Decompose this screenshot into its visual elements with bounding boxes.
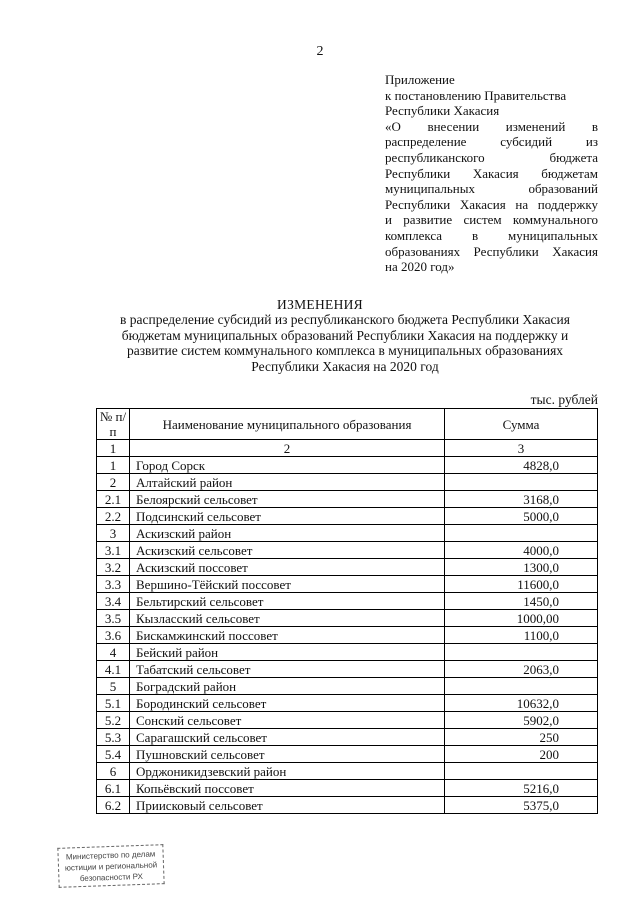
row-name: Орджоникидзевский район bbox=[130, 763, 445, 780]
row-num: 3.5 bbox=[97, 610, 130, 627]
table-row bbox=[97, 644, 598, 661]
table-row bbox=[97, 763, 598, 780]
table-row bbox=[97, 627, 598, 644]
row-num: 3.4 bbox=[97, 593, 130, 610]
row-sum: 1450,0 bbox=[445, 593, 598, 610]
row-sum: 3168,0 bbox=[445, 491, 598, 508]
appendix-line: комплекса в муниципальных bbox=[385, 227, 598, 243]
row-num: 6.1 bbox=[97, 780, 130, 797]
row-name: Пушновский сельсовет bbox=[130, 746, 445, 763]
row-num: 2.1 bbox=[97, 491, 130, 508]
row-name: Табатский сельсовет bbox=[130, 661, 445, 678]
document-subtitle bbox=[95, 312, 595, 374]
table-row bbox=[97, 457, 598, 474]
index-cell: 2 bbox=[130, 440, 445, 457]
stamp-line: юстиции и региональной bbox=[64, 860, 158, 873]
header-name: Наименование муниципального образования bbox=[130, 409, 445, 440]
table-row bbox=[97, 661, 598, 678]
row-sum: 1100,0 bbox=[445, 627, 598, 644]
appendix-line: на 2020 год» bbox=[385, 259, 455, 275]
appendix-line: республиканского бюджета bbox=[385, 149, 598, 165]
row-name: Бородинский сельсовет bbox=[130, 695, 445, 712]
row-sum: 11600,0 bbox=[445, 576, 598, 593]
row-name: Подсинский сельсовет bbox=[130, 508, 445, 525]
appendix-line: и развитие систем коммунального bbox=[385, 212, 598, 228]
row-num: 5.2 bbox=[97, 712, 130, 729]
row-sum: 5216,0 bbox=[445, 780, 598, 797]
row-name: Бискамжинский поссовет bbox=[130, 627, 445, 644]
table-header-row bbox=[97, 409, 598, 440]
table-row bbox=[97, 797, 598, 814]
subtitle-line: Республики Хакасия на 2020 год bbox=[251, 358, 439, 374]
table-row bbox=[97, 780, 598, 797]
row-name: Копьёвский поссовет bbox=[130, 780, 445, 797]
row-name: Сонский сельсовет bbox=[130, 712, 445, 729]
row-sum: 2063,0 bbox=[445, 661, 598, 678]
appendix-line: муниципальных образований bbox=[385, 181, 598, 197]
table-row bbox=[97, 559, 598, 576]
row-num: 3.6 bbox=[97, 627, 130, 644]
table-row bbox=[97, 593, 598, 610]
row-name: Город Сорск bbox=[130, 457, 445, 474]
appendix-line: Республики Хакасия bbox=[385, 103, 500, 119]
row-sum: 1300,0 bbox=[445, 559, 598, 576]
subtitle-line: бюджетам муниципальных образований Республики Хакасия на поддержку и bbox=[121, 327, 569, 343]
row-num: 5.1 bbox=[97, 695, 130, 712]
table-row bbox=[97, 508, 598, 525]
row-num: 1 bbox=[97, 457, 130, 474]
row-num: 3 bbox=[97, 525, 130, 542]
appendix-line: Республики Хакасия на поддержку bbox=[385, 196, 598, 212]
appendix-line: к постановлению Правительства bbox=[385, 87, 567, 103]
table-row bbox=[97, 610, 598, 627]
row-num: 2 bbox=[97, 474, 130, 491]
header-sum: Сумма bbox=[445, 409, 598, 440]
row-num: 5.4 bbox=[97, 746, 130, 763]
row-sum bbox=[445, 763, 598, 780]
row-num: 5 bbox=[97, 678, 130, 695]
table-row bbox=[97, 678, 598, 695]
row-name: Бейский район bbox=[130, 644, 445, 661]
row-name: Аскизский поссовет bbox=[130, 559, 445, 576]
row-sum: 4000,0 bbox=[445, 542, 598, 559]
row-sum: 250 bbox=[445, 729, 598, 746]
row-num: 5.3 bbox=[97, 729, 130, 746]
table-row bbox=[97, 746, 598, 763]
row-sum: 5000,0 bbox=[445, 508, 598, 525]
header-num: № п/п bbox=[97, 409, 130, 440]
table-row bbox=[97, 695, 598, 712]
row-name: Бельтирский сельсовет bbox=[130, 593, 445, 610]
row-name: Кызласский сельсовет bbox=[130, 610, 445, 627]
row-sum: 10632,0 bbox=[445, 695, 598, 712]
row-name: Аскизский сельсовет bbox=[130, 542, 445, 559]
row-sum: 5375,0 bbox=[445, 797, 598, 814]
row-sum: 4828,0 bbox=[445, 457, 598, 474]
row-num: 2.2 bbox=[97, 508, 130, 525]
row-sum bbox=[445, 678, 598, 695]
units-label: тыс. рублей bbox=[530, 392, 598, 407]
row-sum bbox=[445, 644, 598, 661]
table-row bbox=[97, 729, 598, 746]
page-number: 2 bbox=[316, 44, 324, 59]
appendix-line: образованиях Республики Хакасия bbox=[385, 243, 598, 259]
appendix-line: распределение субсидий из bbox=[385, 134, 598, 150]
row-sum: 5902,0 bbox=[445, 712, 598, 729]
stamp-line: Министерство по делам bbox=[65, 849, 156, 862]
row-num: 4.1 bbox=[97, 661, 130, 678]
row-name: Приисковый сельсовет bbox=[130, 797, 445, 814]
document-title: ИЗМЕНЕНИЯ bbox=[277, 297, 363, 312]
row-num: 6 bbox=[97, 763, 130, 780]
row-num: 3.2 bbox=[97, 559, 130, 576]
subtitle-line: в распределение субсидий из республиканского бюджета Республики Хакасия bbox=[120, 312, 570, 327]
table-row bbox=[97, 491, 598, 508]
subtitle-line: развитие систем коммунального комплекса в муниципальных образованиях bbox=[126, 343, 564, 358]
table-row bbox=[97, 542, 598, 559]
row-sum bbox=[445, 525, 598, 542]
row-num: 6.2 bbox=[97, 797, 130, 814]
stamp-line: безопасности РХ bbox=[79, 871, 144, 884]
appendix-line: Приложение bbox=[385, 72, 455, 87]
ministry-stamp bbox=[57, 844, 164, 888]
table-row bbox=[97, 712, 598, 729]
table-index-row bbox=[97, 440, 598, 457]
row-sum bbox=[445, 474, 598, 491]
index-cell: 3 bbox=[445, 440, 598, 457]
appendix-line: Республики Хакасия бюджетам bbox=[385, 165, 598, 181]
row-name: Сарагашский сельсовет bbox=[130, 729, 445, 746]
row-name: Боградский район bbox=[130, 678, 445, 695]
table-row bbox=[97, 525, 598, 542]
row-num: 3.3 bbox=[97, 576, 130, 593]
subsidy-table bbox=[96, 408, 598, 814]
table-row bbox=[97, 576, 598, 593]
row-num: 3.1 bbox=[97, 542, 130, 559]
row-sum: 200 bbox=[445, 746, 598, 763]
row-name: Вершино-Тёйский поссовет bbox=[130, 576, 445, 593]
appendix-block bbox=[385, 72, 598, 275]
row-name: Алтайский район bbox=[130, 474, 445, 491]
row-name: Аскизский район bbox=[130, 525, 445, 542]
appendix-line: «О внесении изменений в bbox=[385, 118, 598, 134]
row-name: Белоярский сельсовет bbox=[130, 491, 445, 508]
row-sum: 1000,00 bbox=[445, 610, 598, 627]
table-row bbox=[97, 474, 598, 491]
row-num: 4 bbox=[97, 644, 130, 661]
table-body bbox=[97, 457, 598, 814]
index-cell: 1 bbox=[97, 440, 130, 457]
